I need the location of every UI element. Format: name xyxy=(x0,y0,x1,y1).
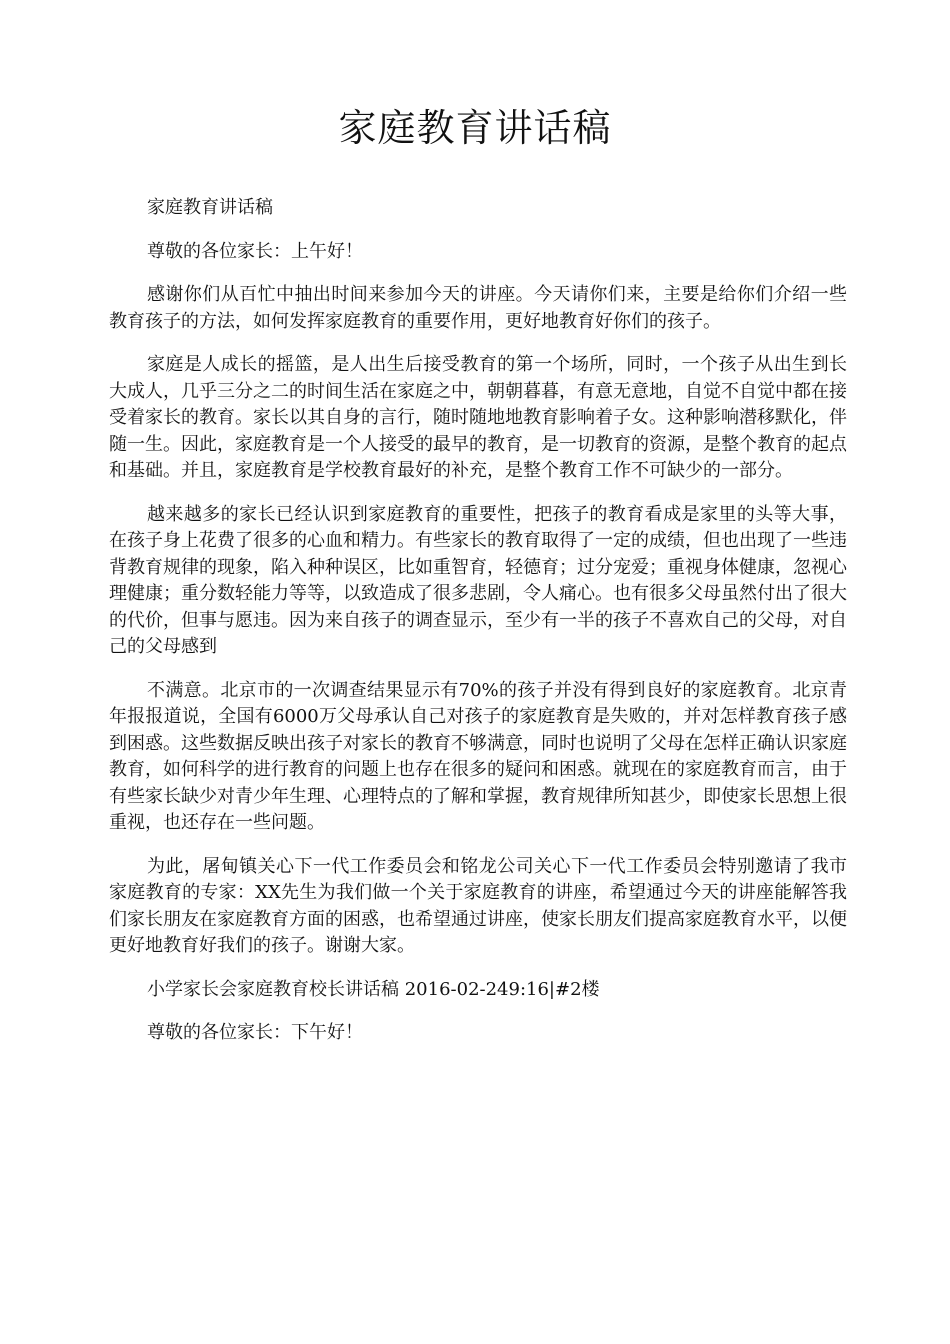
paragraph-survey: 不满意。北京市的一次调查结果显示有70%的孩子并没有得到良好的家庭教育。北京青年报报道说，全国有6000万父母承认自己对孩子的家庭教育是失败的，并对怎样教育孩子感到困惑。这些数据反映出孩子对家长的教育不够满意，同时也说明了父母在怎样正确认识家庭教育，如何科学的进行教育的问题上也存在很多的疑问和困惑。就现在的家庭教育而言，由于有些家长缺少对青少年生理、心理特点的了解和掌握，教育规律所知甚少，即使家长思想上很重视，也还存在一些问题。 xyxy=(109,679,847,833)
document-title: 家庭教育讲话稿 xyxy=(338,106,612,150)
paragraph-family-role: 家庭是人成长的摇篮，是人出生后接受教育的第一个场所，同时，一个孩子从出生到长大成人，几乎三分之二的时间生活在家庭之中，朝朝暮暮，有意无意地，自觉不自觉中都在接受着家长的教育。家长以其自身的言行，随时随地地教育影响着子女。这种影响潜移默化，伴随一生。因此，家庭教育是一个人接受的最早的教育，是一切教育的资源，是整个教育的起点和基础。并且，家庭教育是学校教育最好的补充，是整个教育工作不可缺少的一部分。 xyxy=(109,354,847,481)
paragraph-parents-awareness: 越来越多的家长已经认识到家庭教育的重要性，把孩子的教育看成是家里的头等大事，在孩子身上花费了很多的心血和精力。有些家长的教育取得了一定的成绩，但也出现了一些违背教育规律的现象，陷入种种误区，比如重智育，轻德育；过分宠爱；重视身体健康，忽视心理健康；重分数轻能力等等，以致造成了很多悲剧，令人痛心。也有很多父母虽然付出了很大的代价，但事与愿违。因为来自孩子的调查显示，至少有一半的孩子不喜欢自己的父母，对自己的父母感到 xyxy=(109,503,847,657)
paragraph-subtitle: 家庭教育讲话稿 xyxy=(147,197,273,218)
paragraph-greeting-afternoon: 尊敬的各位家长：下午好！ xyxy=(147,1022,363,1043)
paragraph-intro: 感谢你们从百忙中抽出时间来参加今天的讲座。今天请你们来，主要是给你们介绍一些教育孩子的方法，如何发挥家庭教育的重要作用，更好地教育好你们的孩子。 xyxy=(109,284,847,332)
paragraph-lecture-invite: 为此，屠甸镇关心下一代工作委员会和铭龙公司关心下一代工作委员会特别邀请了我市家庭教育的专家：XX先生为我们做一个关于家庭教育的讲座，希望通过今天的讲座能解答我们家长朋友在家庭教育方面的困惑，也希望通过讲座，使家长朋友们提高家庭教育水平，以便更好地教育好我们的孩子。谢谢大家。 xyxy=(109,855,847,956)
document-body xyxy=(109,195,847,1064)
paragraph-post-header: 小学家长会家庭教育校长讲话稿 2016-02-249:16|#2楼 xyxy=(147,978,600,1000)
paragraph-greeting: 尊敬的各位家长：上午好！ xyxy=(147,240,363,262)
